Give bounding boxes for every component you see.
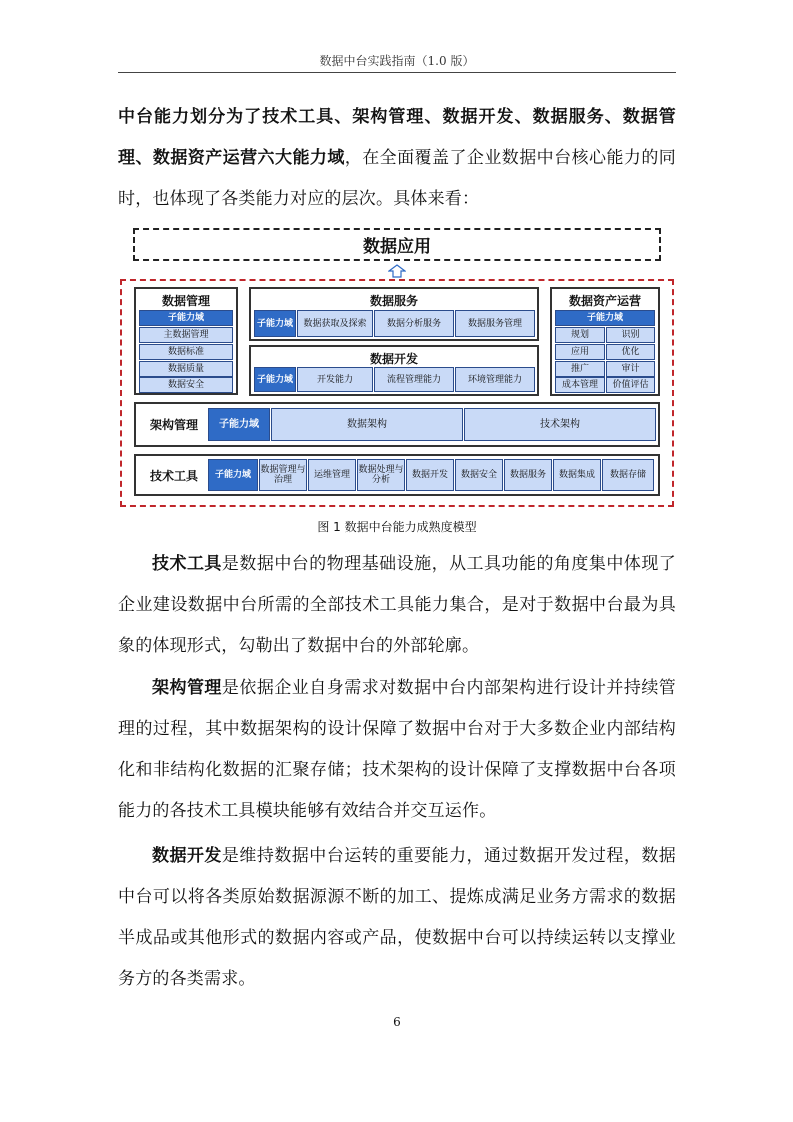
mgmt-item: 数据标准 xyxy=(139,344,233,360)
asset-panel xyxy=(550,287,660,396)
intro-bold: 中台能力划分为了技术工具、架构管理、数据开发、数据服务、数据管理、数据资产运营六大能力域 xyxy=(118,107,676,168)
tools-sub: 子能力域 xyxy=(208,459,258,491)
asset-item: 规划 xyxy=(555,327,605,343)
dev-item: 环境管理能力 xyxy=(455,367,535,392)
service-item: 数据分析服务 xyxy=(374,310,454,337)
para-bold: 技术工具 xyxy=(152,554,222,574)
asset-item: 优化 xyxy=(606,344,655,360)
service-item: 数据服务管理 xyxy=(455,310,535,337)
dev-item: 流程管理能力 xyxy=(374,367,454,392)
tools-title: 技术工具 xyxy=(149,468,198,483)
mgmt-item: 主数据管理 xyxy=(139,327,233,343)
up-arrow-icon xyxy=(388,264,406,278)
arch-item: 数据架构 xyxy=(271,408,463,441)
tools-item: 数据管理与治理 xyxy=(259,459,307,491)
capability-diagram xyxy=(118,226,678,508)
asset-sub: 子能力域 xyxy=(555,310,655,326)
intro-paragraph xyxy=(118,97,676,220)
header-rule xyxy=(118,72,676,73)
dev-sub: 子能力域 xyxy=(254,367,296,392)
para-text: 是维持数据中台运转的重要能力，通过数据开发过程，数据中台可以将各类原始数据源源不断的加工、提炼成满足业务方需求的数据半成品或其他形式的数据内容或产品，使数据中台可以持续运转以支撑业务方的各类需求。 xyxy=(118,846,676,989)
intro-text: ，在全面覆盖了企业数据中台核心能力的同时，也体现了各类能力对应的层次。具体来看： xyxy=(118,148,676,209)
body-paragraph xyxy=(118,544,676,667)
para-bold: 架构管理 xyxy=(152,678,222,698)
para-text: 是数据中台的物理基础设施，从工具功能的角度集中体现了企业建设数据中台所需的全部技术工具能力集合，是对于数据中台最为具象的体现形式，勾勒出了数据中台的外部轮廓。 xyxy=(118,554,676,656)
arch-panel xyxy=(134,402,660,447)
tools-panel xyxy=(134,454,660,496)
dev-panel xyxy=(249,345,539,396)
dev-item: 开发能力 xyxy=(297,367,373,392)
arch-title: 架构管理 xyxy=(149,418,198,432)
tools-item: 运维管理 xyxy=(308,459,356,491)
para-text: 是依据企业自身需求对数据中台内部架构进行设计并持续管理的过程，其中数据架构的设计保障了数据中台对于大多数企业内部结构化和非结构化数据的汇聚存储；技术架构的设计保障了支撑数据中台各项能力的各技术工具模块能够有效结合并交互运作。 xyxy=(118,678,676,821)
asset-item: 价值评估 xyxy=(606,377,655,393)
asset-item: 成本管理 xyxy=(555,377,605,393)
para-bold: 数据开发 xyxy=(152,846,222,866)
body-paragraph xyxy=(118,668,676,832)
service-sub: 子能力域 xyxy=(254,310,296,337)
tools-item: 数据集成 xyxy=(553,459,601,491)
service-panel xyxy=(249,287,539,341)
asset-item: 推广 xyxy=(555,361,605,377)
asset-item: 应用 xyxy=(555,344,605,360)
body-paragraph xyxy=(118,836,676,1000)
running-header: 数据中台实践指南（1.0 版） xyxy=(319,54,475,68)
figure-caption: 图 1 数据中台能力成熟度模型 xyxy=(317,520,477,534)
asset-item: 识别 xyxy=(606,327,655,343)
tools-item: 数据安全 xyxy=(455,459,503,491)
mgmt-item: 数据质量 xyxy=(139,361,233,377)
service-item: 数据获取及探索 xyxy=(297,310,373,337)
mgmt-title: 数据管理 xyxy=(161,294,210,308)
tools-item: 数据处理与分析 xyxy=(357,459,405,491)
dev-title: 数据开发 xyxy=(369,352,418,366)
mgmt-panel xyxy=(134,287,238,395)
tools-item: 数据服务 xyxy=(504,459,552,491)
asset-title: 数据资产运营 xyxy=(568,294,641,308)
tools-item: 数据存储 xyxy=(602,459,654,491)
mgmt-item: 子能力域 xyxy=(139,310,233,326)
service-title: 数据服务 xyxy=(369,294,418,308)
arch-sub: 子能力域 xyxy=(208,408,270,441)
arch-item: 技术架构 xyxy=(464,408,656,441)
asset-item: 审计 xyxy=(606,361,655,377)
page-number: 6 xyxy=(393,1015,401,1029)
data-app-box: 数据应用 xyxy=(133,228,661,261)
tools-item: 数据开发 xyxy=(406,459,454,491)
mgmt-item: 数据安全 xyxy=(139,377,233,393)
